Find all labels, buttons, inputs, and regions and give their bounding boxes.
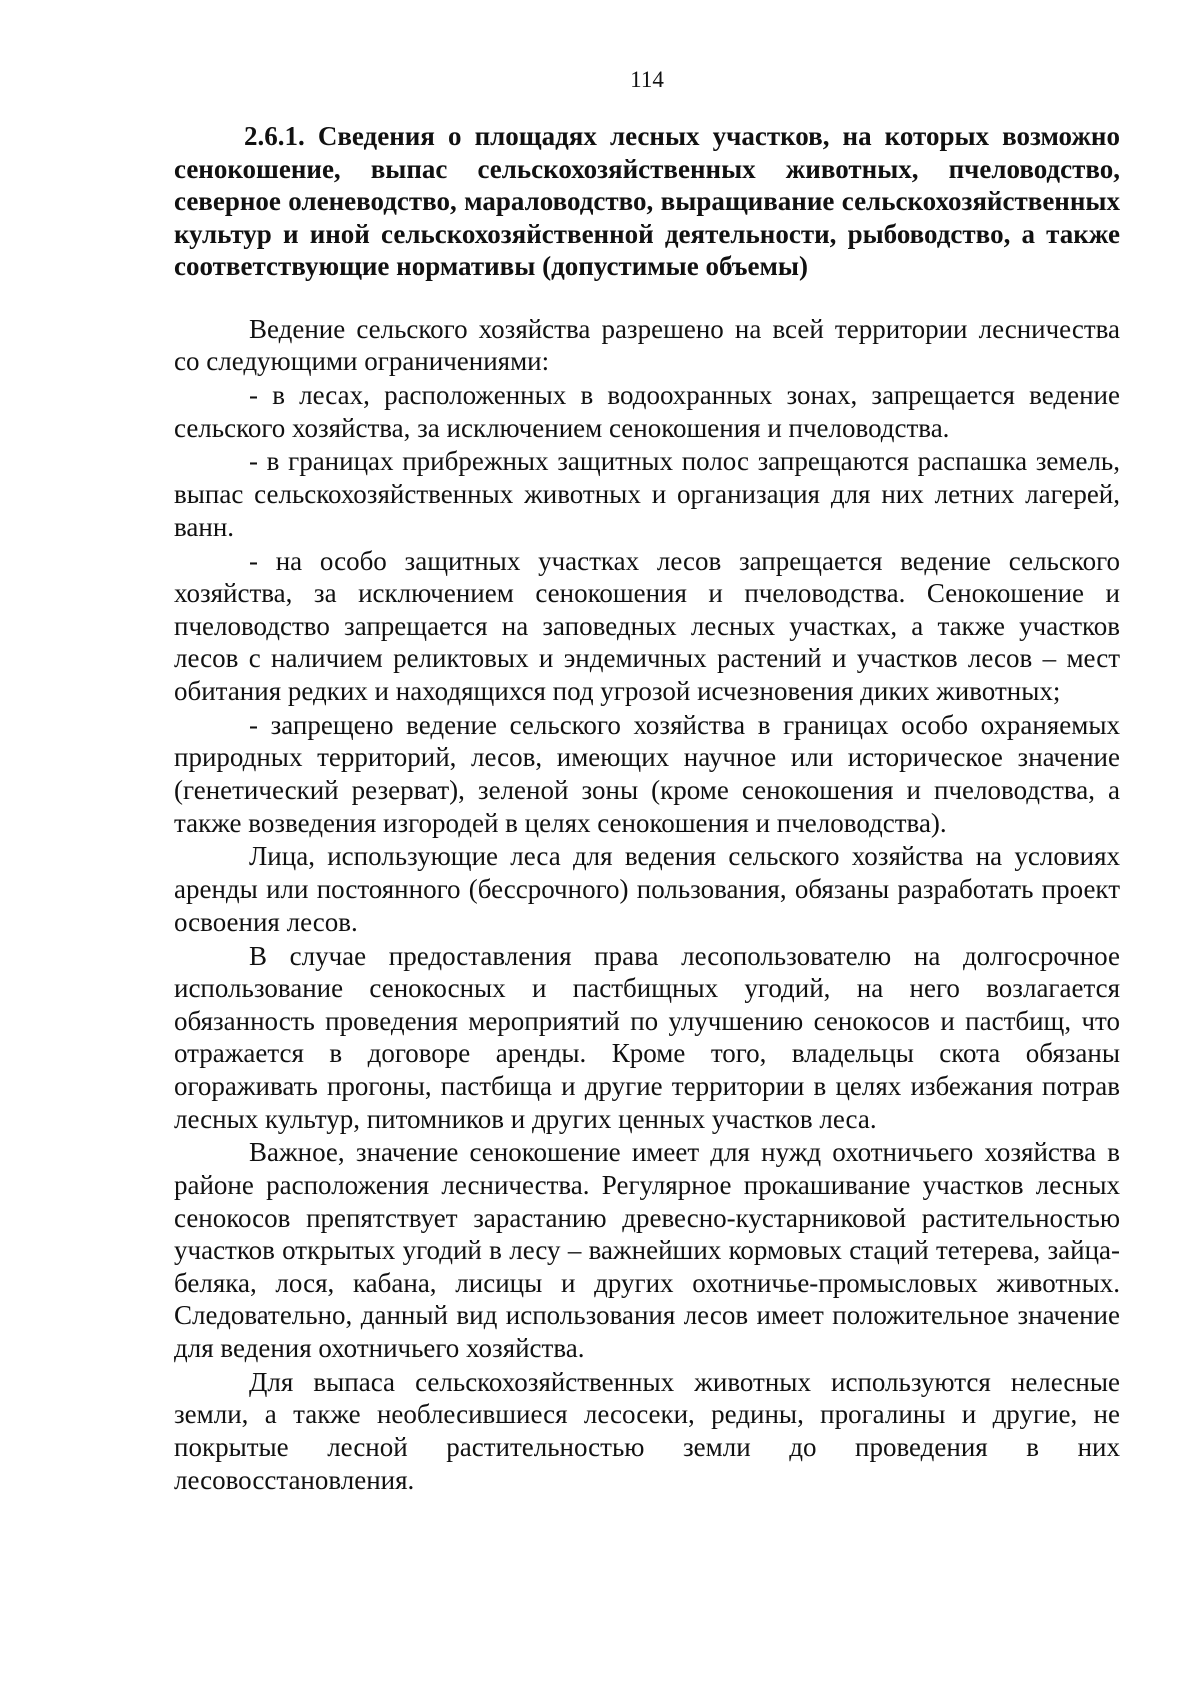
section-heading: 2.6.1. Сведения о площадях лесных участков, на которых возможно сенокошение, выпас сельскохозяйственных животных, пчеловодство, северное оленеводство, мараловодство, выращивание сельскохозяйственных культур и иной сельскохозяйственной деятельности, рыбоводство, а также соответствующие нормативы (допустимые объемы)	[174, 121, 1120, 281]
document-page	[174, 64, 1120, 1498]
paragraph-forest-development-project: Лица, использующие леса для ведения сельского хозяйства на условиях аренды или постоянного (бессрочного) пользования, обязаны разработать проект освоения лесов.	[174, 841, 1120, 937]
paragraph-intro: Ведение сельского хозяйства разрешено на всей территории лесничества со следующими ограничениями:	[174, 313, 1120, 377]
paragraph-specially-protected-areas: - на особо защитных участках лесов запрещается ведение сельского хозяйства, за исключением сенокошения и пчеловодства. Сенокошение и пчеловодство запрещается на заповедных лесных участках, а также участков лесов с наличием реликтовых и эндемичных растений и участков лесов – мест обитания редких и находящихся под угрозой исчезновения диких животных;	[174, 545, 1120, 706]
paragraph-hunting-significance: Важное, значение сенокошение имеет для нужд охотничьего хозяйства в районе расположения лесничества. Регулярное прокашивание участков лесных сенокосов препятствует зарастанию древесно-кустарниковой растительностью участков открытых угодий в лесу – важнейших кормовых стаций тетерева, зайца-беляка, лося, кабана, лисицы и других охотничье-промысловых животных. Следовательно, данный вид использования лесов имеет положительное значение для ведения охотничьего хозяйства.	[174, 1137, 1120, 1363]
page-number: 114	[630, 67, 664, 92]
paragraph-water-protection-zones: - в лесах, расположенных в водоохранных зонах, запрещается ведение сельского хозяйства, за исключением сенокошения и пчеловодства.	[174, 379, 1120, 443]
paragraph-protected-natural-territories: - запрещено ведение сельского хозяйства в границах особо охраняемых природных территорий, лесов, имеющих научное или историческое значение (генетический резерват), зеленой зоны (кроме сенокошения и пчеловодства, а также возведения изгородей в целях сенокошения и пчеловодства).	[174, 709, 1120, 838]
paragraph-long-term-use: В случае предоставления права лесопользователю на долгосрочное использование сенокосных и пастбищных угодий, на него возлагается обязанность проведения мероприятий по улучшению сенокосов и пастбищ, что отражается в договоре аренды. Кроме того, владельцы скота обязаны огораживать прогоны, пастбища и другие территории в целях избежания потрав лесных культур, питомников и других ценных участков леса.	[174, 940, 1120, 1134]
paragraph-grazing-lands: Для выпаса сельскохозяйственных животных используются нелесные земли, а также необлесившиеся лесосеки, редины, прогалины и другие, не покрытые лесной растительностью земли до проведения в них лесовосстановления.	[174, 1366, 1120, 1495]
paragraph-coastal-protective-strips: - в границах прибрежных защитных полос запрещаются распашка земель, выпас сельскохозяйственных животных и организация для них летних лагерей, ванн.	[174, 446, 1120, 542]
